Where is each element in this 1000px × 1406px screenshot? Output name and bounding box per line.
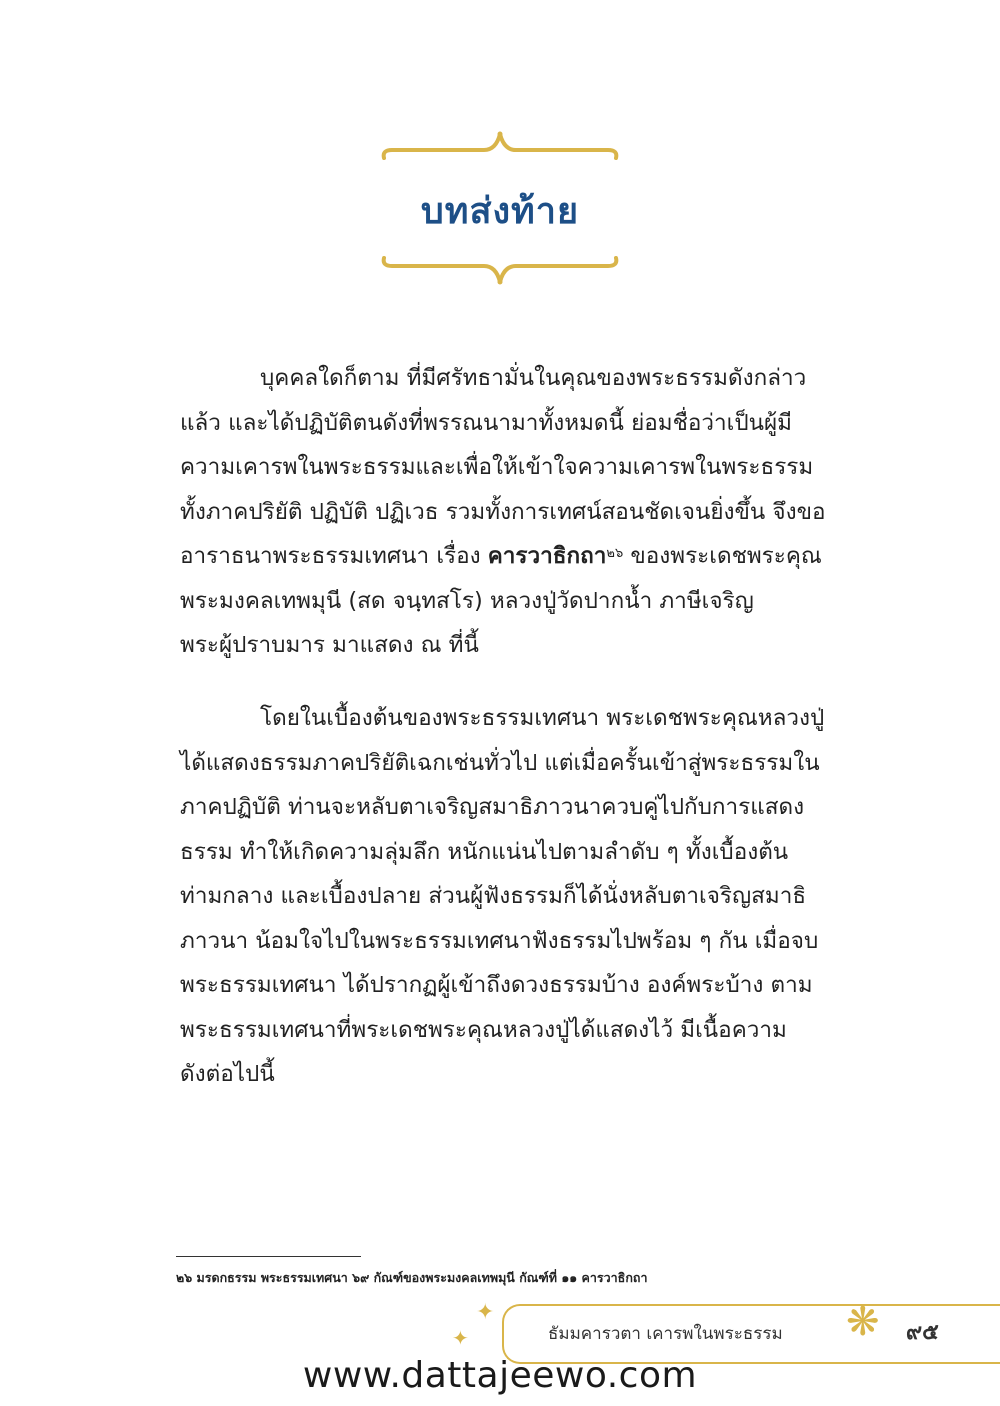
flower-ornament-icon: ❋ bbox=[846, 1299, 880, 1345]
paragraph-line: ดังต่อไปนี้ bbox=[180, 1061, 275, 1087]
paragraph-line: ภาวนา น้อมใจไปในพระธรรมเทศนาฟังธรรมไปพร้อม ๆ กัน เมื่อจบ bbox=[180, 927, 819, 954]
footnote-marker: ๒๖ bbox=[606, 546, 624, 561]
paragraph-line: พระมงคลเทพมุนี (สด จนฺทสโร) หลวงปู่วัดปากน้ำ ภาษีเจริญ bbox=[180, 587, 754, 614]
line-text: อาราธนาพระธรรมเทศนา เรื่อง bbox=[180, 543, 488, 569]
paragraph-line: ธรรม ทำให้เกิดความลุ่มลึก หนักแน่นไปตามลำดับ ๆ ทั้งเบื้องต้น bbox=[180, 838, 789, 865]
book-title: ธัมมคารวตา เคารพในพระธรรม bbox=[548, 1324, 783, 1344]
flower-ornament-icon: ✦ bbox=[452, 1326, 469, 1350]
paragraph-line: ได้แสดงธรรมภาคปริยัติเฉกเช่นทั่วไป แต่เมื่อครั้นเข้าสู่พระธรรมใน bbox=[180, 749, 820, 776]
paragraph-line: โดยในเบื้องต้นของพระธรรมเทศนา พระเดชพระคุณหลวงปู่ bbox=[260, 705, 825, 731]
top-ornament bbox=[380, 128, 620, 168]
flower-ornament-icon: ✦ bbox=[476, 1300, 495, 1325]
paragraph-line: พระผู้ปราบมาร มาแสดง ณ ที่นี้ bbox=[180, 632, 479, 658]
page-number: ๙๕ bbox=[906, 1320, 939, 1345]
paragraph-line: ภาคปฏิบัติ ท่านจะหลับตาเจริญสมาธิภาวนาควบคู่ไปกับการแสดง bbox=[180, 794, 805, 820]
paragraph-line: พระธรรมเทศนาที่พระเดชพระคุณหลวงปู่ได้แสดงไว้ มีเนื้อความ bbox=[180, 1016, 787, 1043]
paragraph-line: พระธรรมเทศนา ได้ปรากฏผู้เข้าถึงดวงธรรมบ้าง องค์พระบ้าง ตาม bbox=[180, 972, 813, 998]
paragraph-line: แล้ว และได้ปฏิบัติตนดังที่พรรณนามาทั้งหมดนี้ ย่อมชื่อว่าเป็นผู้มี bbox=[180, 409, 793, 436]
paragraph-line: ท่ามกลาง และเบื้องปลาย ส่วนผู้ฟังธรรมก็ได้นั่งหลับตาเจริญสมาธิ bbox=[180, 883, 807, 909]
line-text: ของพระเดชพระคุณ bbox=[623, 543, 822, 569]
bottom-ornament bbox=[380, 248, 620, 288]
paragraph-1 bbox=[180, 356, 850, 668]
paragraph-line: ความเคารพในพระธรรมและเพื่อให้เข้าใจความเคารพในพระธรรม bbox=[180, 454, 814, 480]
paragraph-2 bbox=[180, 696, 850, 1097]
website-watermark: www.dattajeewo.com bbox=[302, 1355, 698, 1396]
paragraph-line bbox=[180, 534, 850, 579]
sermon-title: คารวาธิกถา bbox=[487, 543, 607, 569]
footnote-divider bbox=[176, 1256, 361, 1257]
paragraph-line: ทั้งภาคปริยัติ ปฏิบัติ ปฏิเวธ รวมทั้งการเทศน์สอนชัดเจนยิ่งขึ้น จึงขอ bbox=[180, 498, 826, 525]
chapter-title: บทส่งท้าย bbox=[420, 191, 580, 232]
paragraph-line: บุคคลใดก็ตาม ที่มีศรัทธามั่นในคุณของพระธรรมดังกล่าว bbox=[260, 365, 807, 391]
footnote: ๒๖ มรดกธรรม พระธรรมเทศนา ๖๙ กัณฑ์ของพระมงคลเทพมุนี กัณฑ์ที่ ๑๑ คารวาธิกถา bbox=[176, 1270, 648, 1285]
